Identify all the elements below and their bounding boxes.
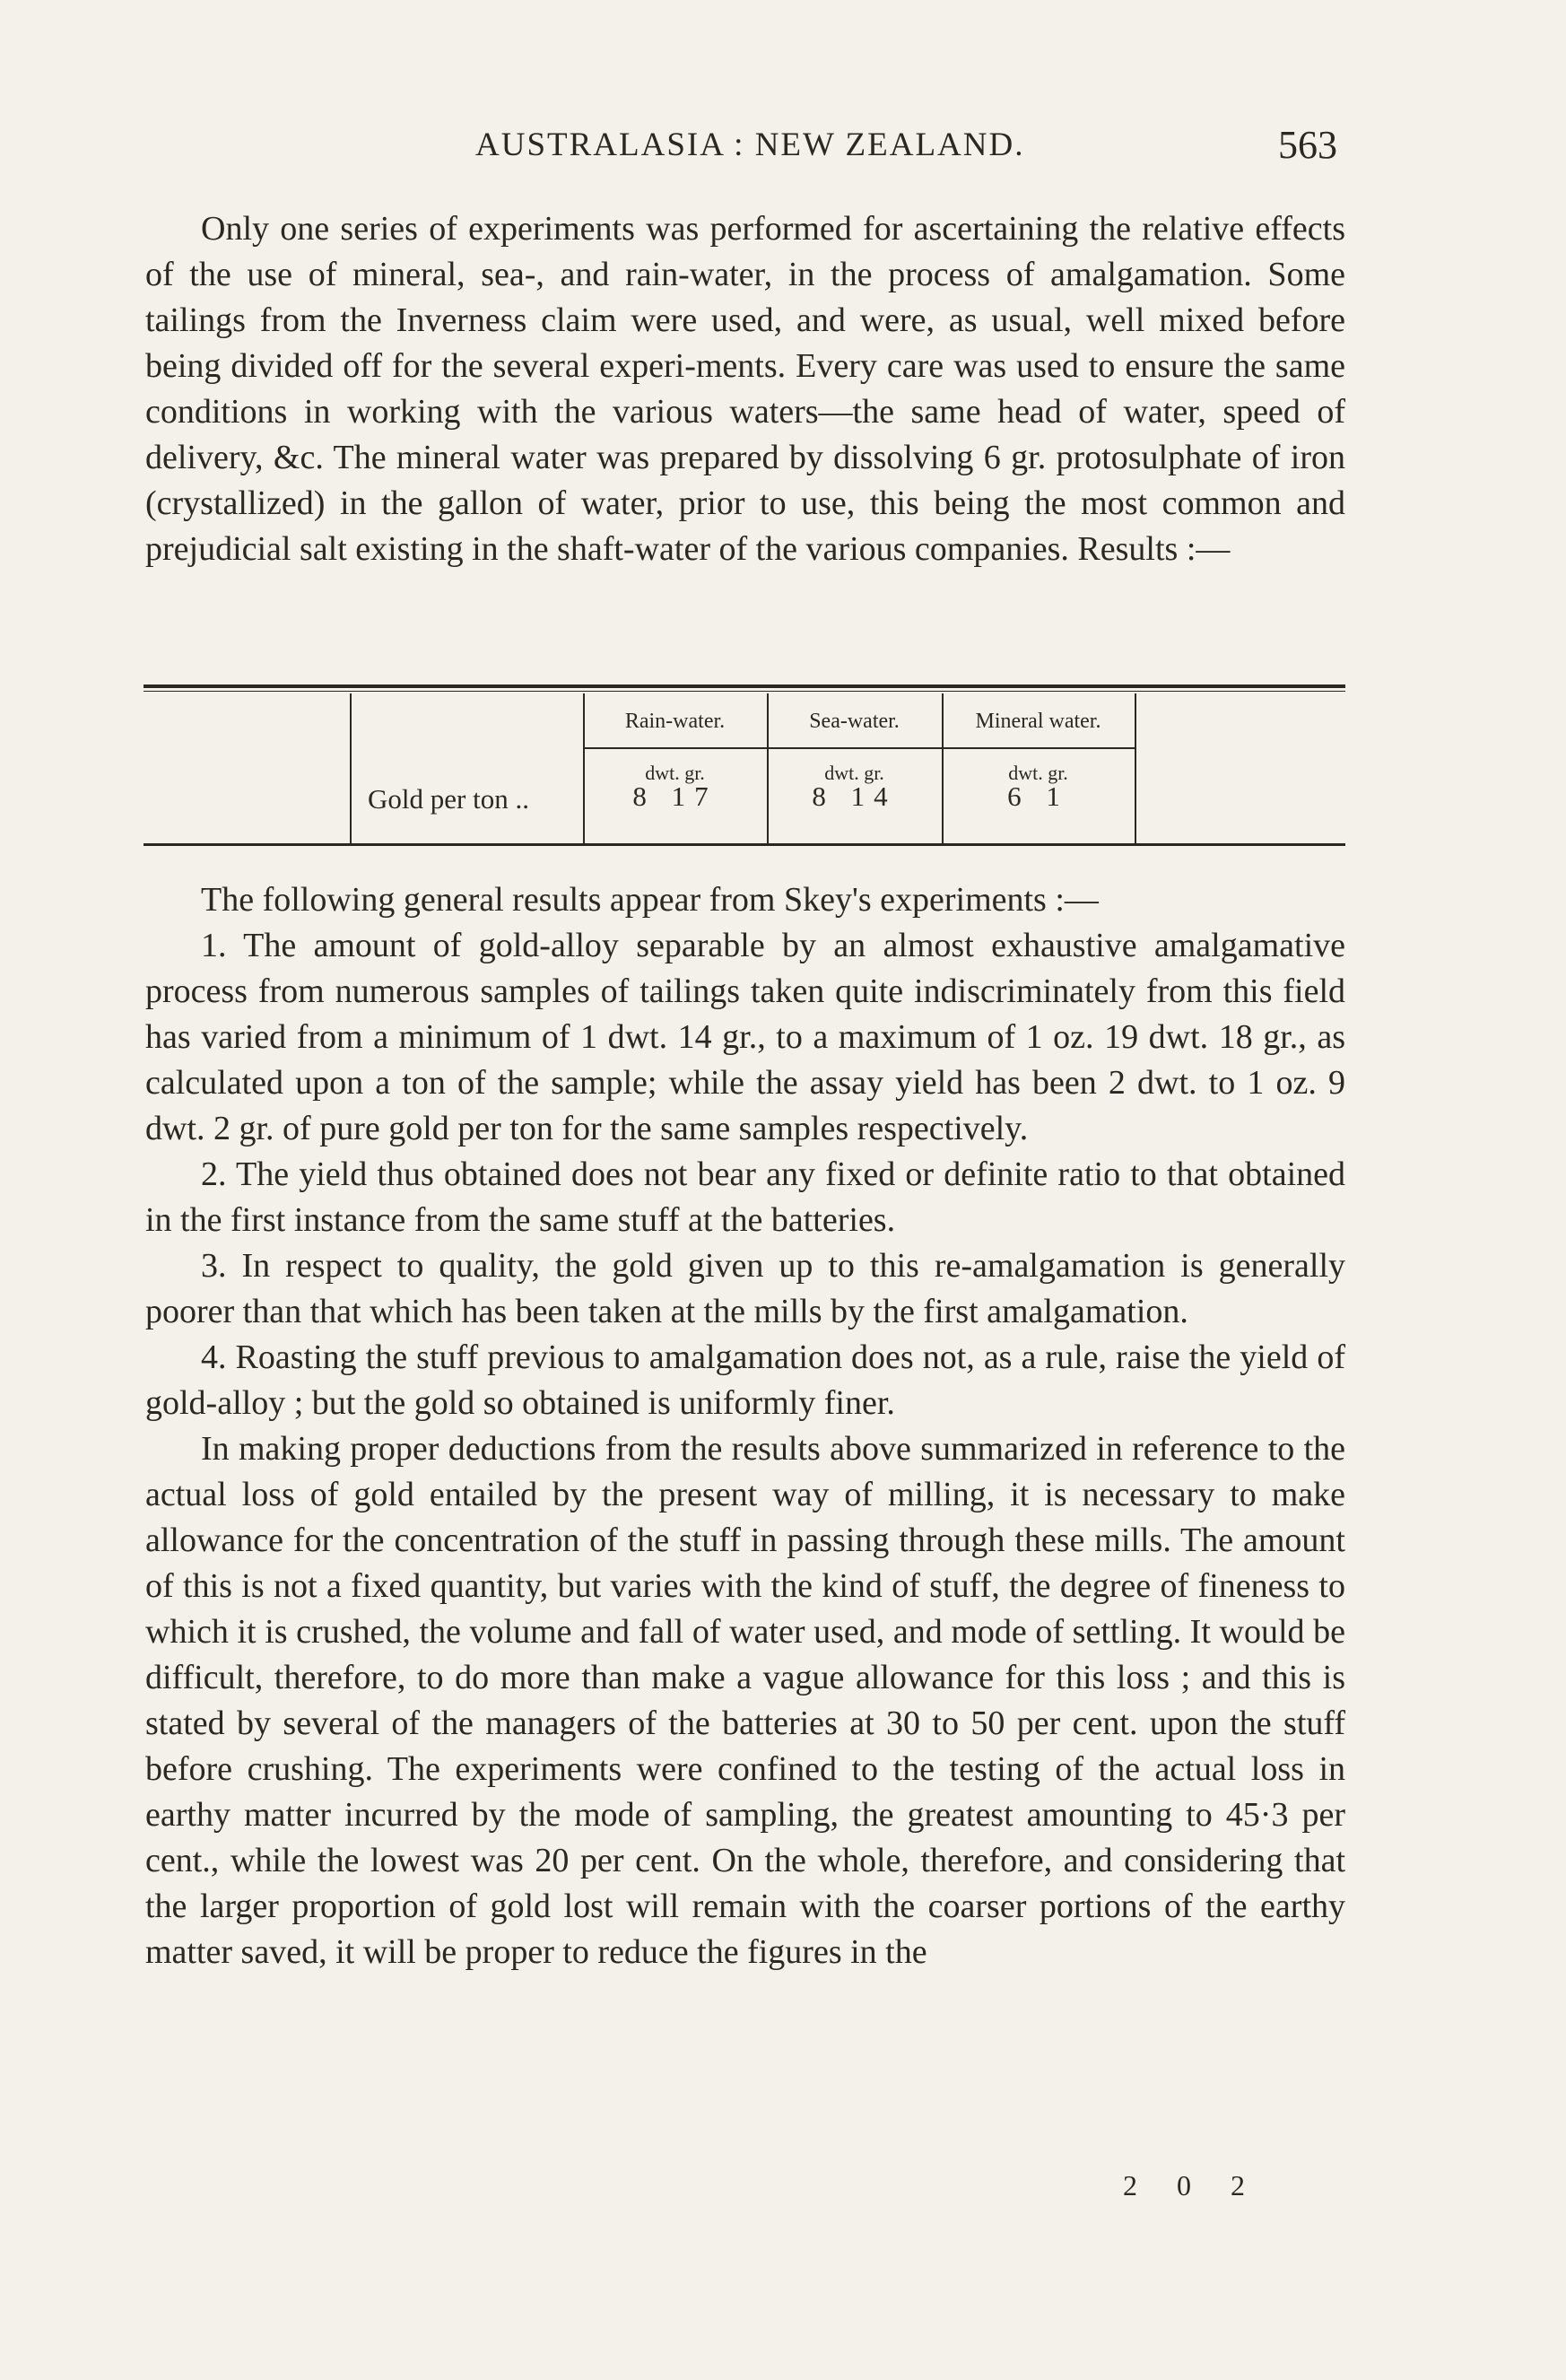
cell-rain-water — [583, 762, 767, 812]
signature-mark: 2 0 2 — [1123, 2169, 1261, 2201]
paragraph: The following general results appear from Skey's experiments :— — [201, 881, 1099, 919]
row-label: Gold per ton .. — [368, 783, 529, 815]
table-rule-bottom — [144, 843, 1345, 846]
intro-text — [145, 206, 1345, 572]
paragraph: Only one series of experiments was performed for ascertaining the relative effects of the use of mineral, sea-, and rain-water, in the process of amalgamation. Some tailings from the Inverness claim were used, and were, as usual, well mixed before being divided off for the several experi-ments. Every care was used to ensure the same conditions in working with the various waters—the same head of water, speed of delivery, &c. The mineral water was prepared by dissolving 6 gr. protosulphate of iron (crystallized) in the gallon of water, prior to use, this being the most common and prejudicial salt existing in the shaft-water of the various companies. Results :— — [145, 210, 1345, 568]
results-table — [144, 684, 1345, 846]
table-header-rule — [583, 747, 1135, 749]
paragraph: 2. The yield thus obtained does not bear any fixed or definite ratio to that obtained in the first instance from the same stuff at the batteries. — [145, 1155, 1345, 1239]
paragraph: 4. Roasting the stuff previous to amalgamation does not, as a rule, raise the yield of gold-alloy ; but the gold so obtained is uniformly finer. — [145, 1338, 1345, 1422]
cell-value: 8 17 — [632, 780, 718, 812]
table-rule-top — [144, 684, 1345, 688]
paragraph: 1. The amount of gold-alloy separable by an almost exhaustive amalgamative process from numerous samples of tailings taken quite indiscriminately from this field has varied from a minimum of 1 dwt. 14 gr., to a maximum of 1 oz. 19 dwt. 18 gr., as calculated upon a ton of the sample; while the assay yield has been 2 dwt. to 1 oz. 9 dwt. 2 gr. of pure gold per ton for the same samples respectively. — [145, 927, 1345, 1147]
paragraph: In making proper deductions from the results above summarized in reference to the actual loss of gold entailed by the present way of milling, it is necessary to make allowance for the concentration of the stuff in passing through these mills. The amount of this is not a fixed quantity, but varies with the kind of stuff, the degree of fineness to which it is crushed, the volume and fall of water used, and mode of settling. It would be difficult, therefore, to do more than make a vague allowance for this loss ; and this is stated by several of the managers of the batteries at 30 to 50 per cent. upon the stuff before crushing. The experiments were confined to the testing of the actual loss in earthy matter incurred by the mode of sampling, the greatest amounting to 45·3 per cent., while the lowest was 20 per cent. On the whole, therefore, and considering that the larger proportion of gold lost will remain with the coarser portions of the earthy matter saved, it will be proper to reduce the figures in the — [145, 1430, 1345, 1971]
cell-mineral-water — [942, 762, 1135, 812]
table-rule-top-thin — [144, 691, 1345, 692]
table-divider — [1135, 693, 1136, 843]
running-head: AUSTRALASIA : NEW ZEALAND. — [475, 126, 1025, 163]
table-divider — [350, 693, 352, 843]
cell-units: dwt. gr. — [1008, 762, 1068, 784]
page-number: 563 — [1278, 123, 1337, 167]
cell-value: 8 14 — [812, 780, 897, 812]
column-header-sea-water: Sea-water. — [809, 710, 900, 733]
cell-sea-water — [767, 762, 942, 812]
column-header-mineral-water: Mineral water. — [975, 710, 1101, 733]
body-text — [145, 877, 1345, 1975]
paragraph: 3. In respect to quality, the gold given up to this re-amalgamation is generally poorer than that which has been taken at the mills by the first amalgamation. — [145, 1247, 1345, 1330]
cell-value: 6 1 — [1007, 780, 1069, 812]
cell-units: dwt. gr. — [645, 762, 705, 784]
page-header — [0, 122, 1566, 176]
column-header-rain-water: Rain-water. — [624, 710, 726, 733]
cell-units: dwt. gr. — [824, 762, 884, 784]
